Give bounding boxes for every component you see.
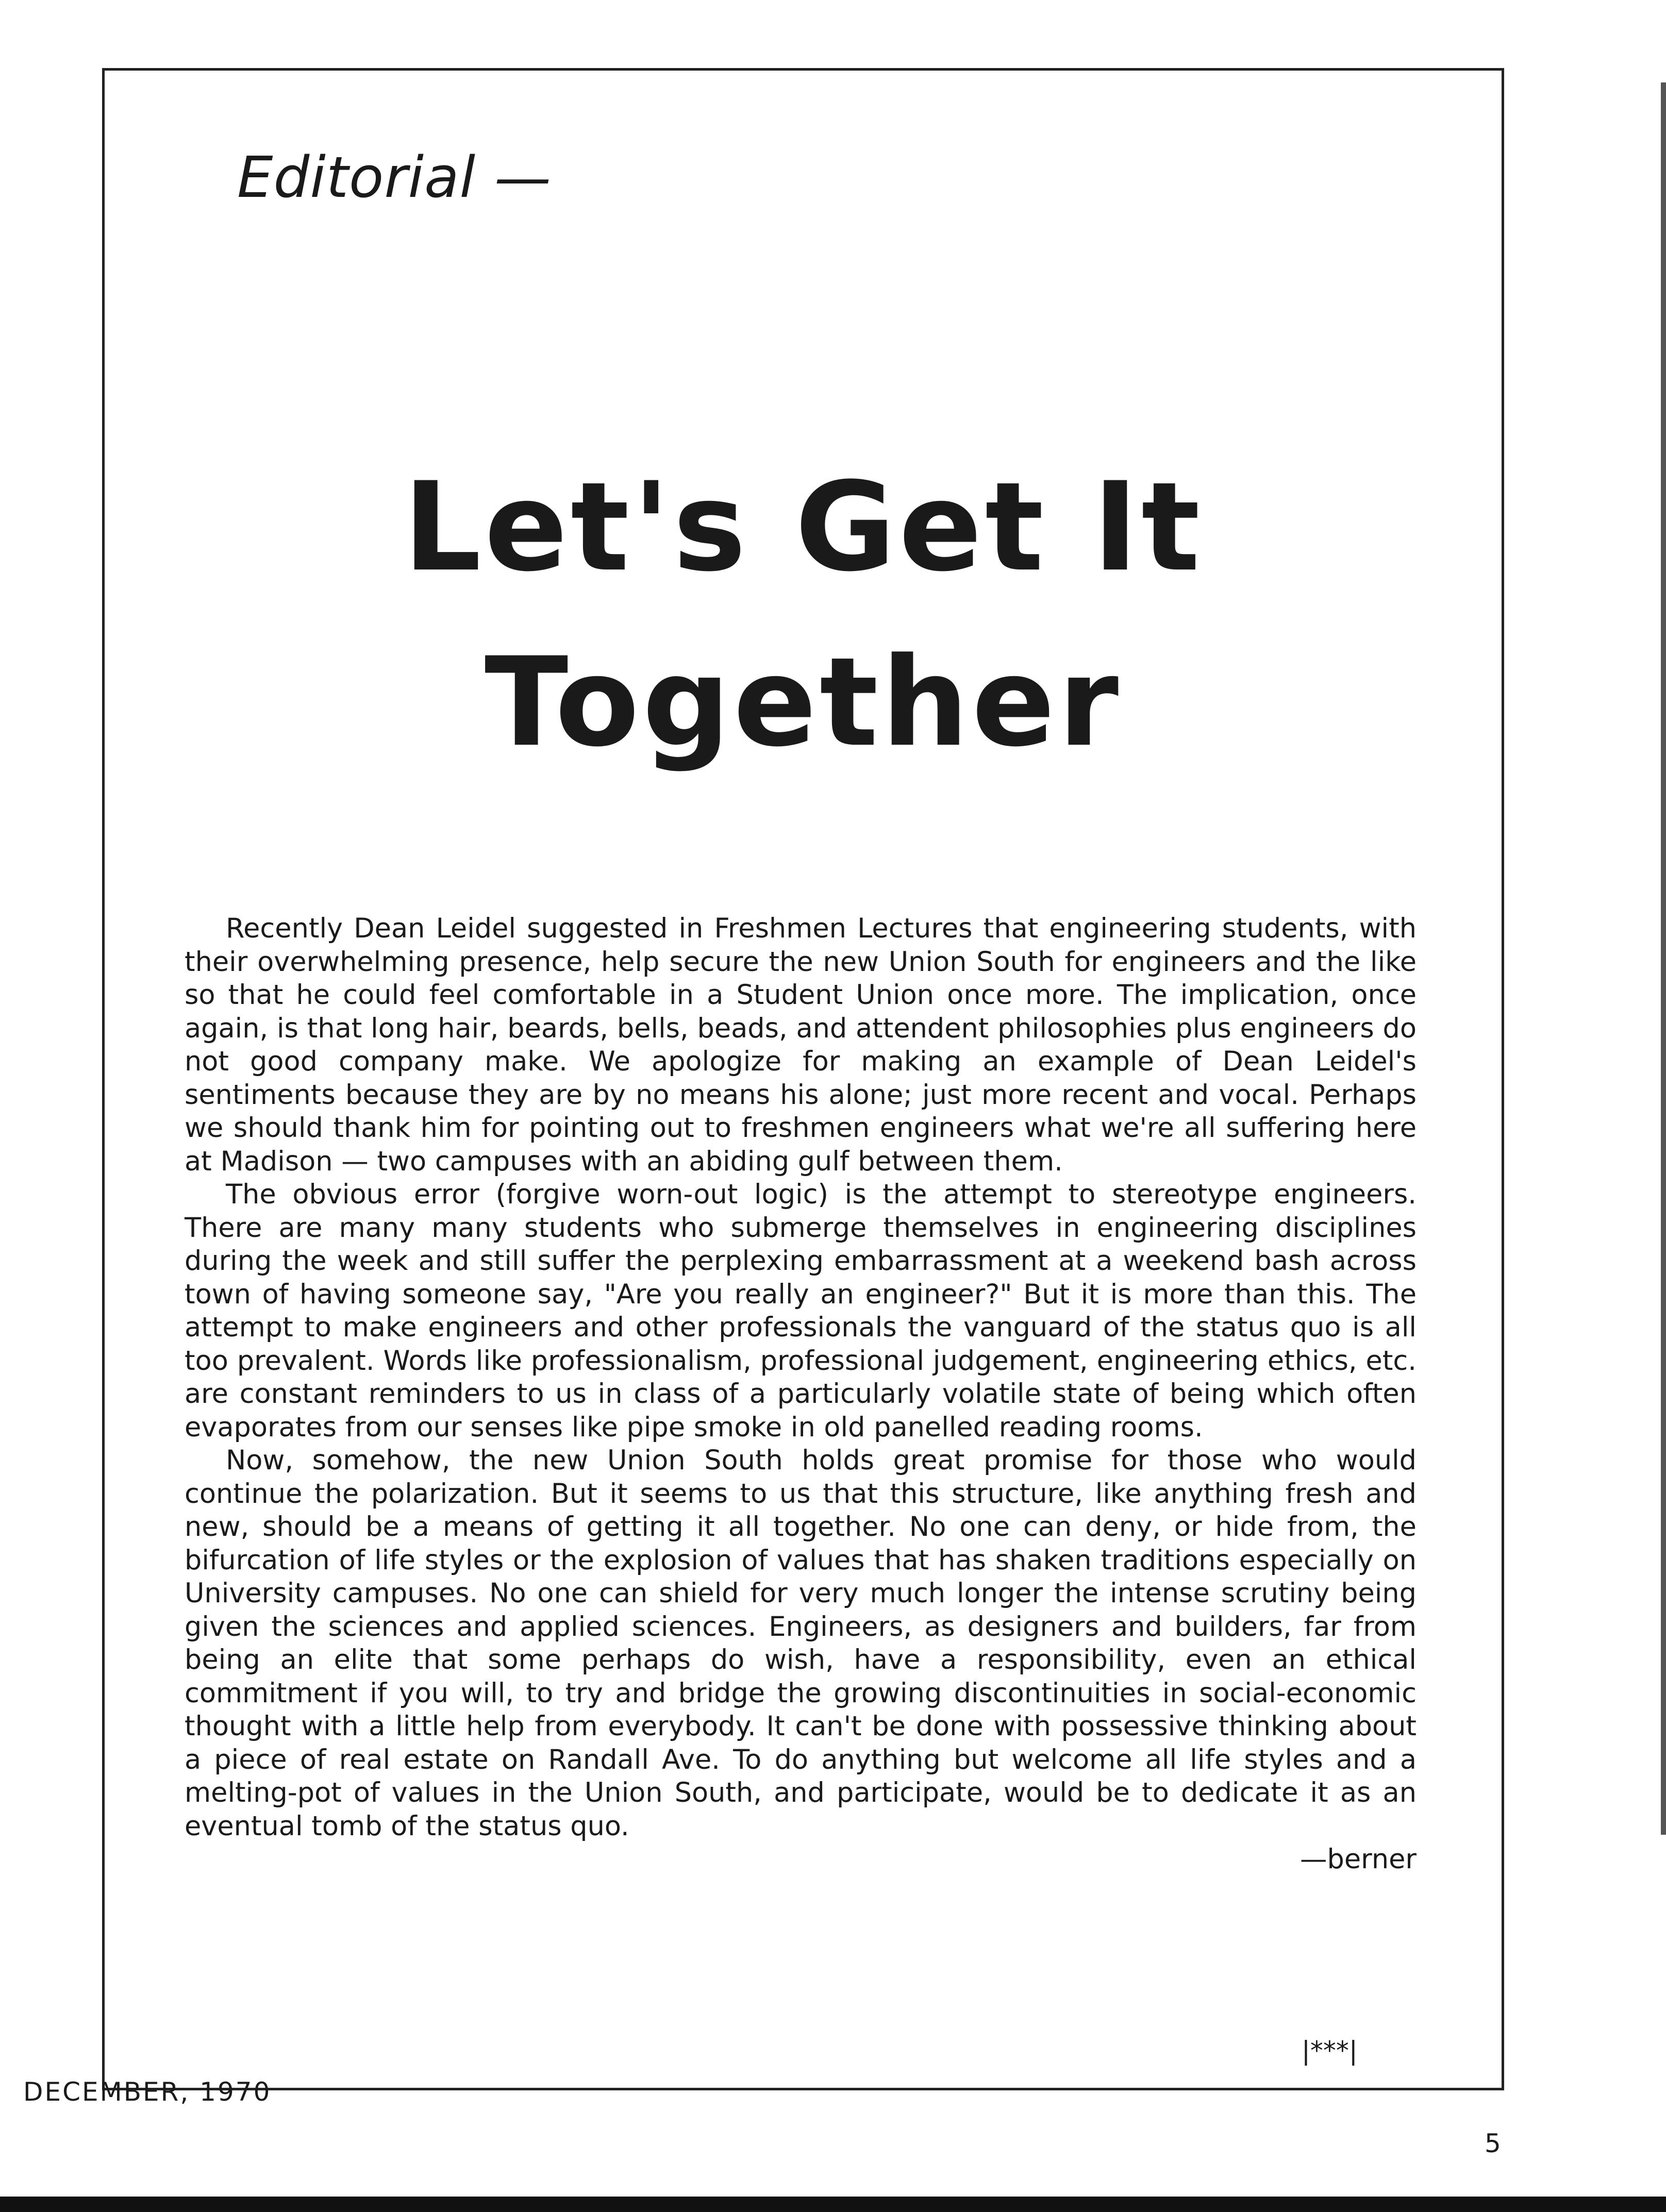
section-label: Editorial — <box>237 144 552 210</box>
issue-date: DECEMBER, 1970 <box>23 2077 272 2107</box>
end-of-article-mark: |***| <box>1302 2036 1358 2066</box>
article-body <box>185 912 1417 1876</box>
paragraph-1: Recently Dean Leidel suggested in Freshmen Lectures that engineering students, with their overwhelming presence, help secure the new Union South for engineers and the like so that he could feel comfortable in a Student Union once more. The implication, once again, is that long hair, beards, bells, beads, and attendent philosophies plus engineers do not good company make. We apologize for making an example of Dean Leidel's sentiments because they are by no means his alone; just more recent and vocal. Perhaps we should thank him for pointing out to freshmen engineers what we're all suffering here at Madison — two campuses with an abiding gulf between them. <box>185 913 1417 1177</box>
paragraph-3: Now, somehow, the new Union South holds great promise for those who would continue the polarization. But it seems to us that this structure, like anything fresh and new, should be a means of getting it all together. No one can deny, or hide from, the bifurcation of life styles or the explosion of values that has shaken traditions especially on University campuses. No one can shield for very much longer the intense scrutiny being given the sciences and applied sciences. Engineers, as designers and builders, far from being an elite that some perhaps do wish, have a responsibility, even an ethical commitment if you will, to try and bridge the growing discontinuities in social-economic thought with a little help from everybody. It can't be done with possessive thinking about a piece of real estate on Randall Ave. To do anything but welcome all life styles and a melting-pot of values in the Union South, and participate, would be to dedicate it as an eventual tomb of the status quo. <box>185 1445 1417 1842</box>
page-number: 5 <box>1485 2129 1501 2158</box>
scan-edge <box>1661 82 1666 1835</box>
author-signature: —berner <box>1300 1844 1417 1875</box>
headline-line-1: Let's Get It <box>403 456 1203 599</box>
scan-bottom-edge <box>0 2197 1666 2212</box>
paragraph-2: The obvious error (forgive worn-out logic) is the attempt to stereotype engineers. There are many many students who submerge themselves in engineering disciplines during the week and still suffer the perplexing embarrassment at a weekend bash across town of having someone say, "Are you really an engineer?" But it is more than this. The attempt to make engineers and other professionals the vanguard of the status quo is all too prevalent. Words like professionalism, professional judgement, engineering ethics, etc. are constant reminders to us in class of a particularly volatile state of being which often evaporates from our senses like pipe smoke in old panelled reading rooms. <box>185 1179 1417 1443</box>
headline-line-2: Together <box>484 631 1122 774</box>
